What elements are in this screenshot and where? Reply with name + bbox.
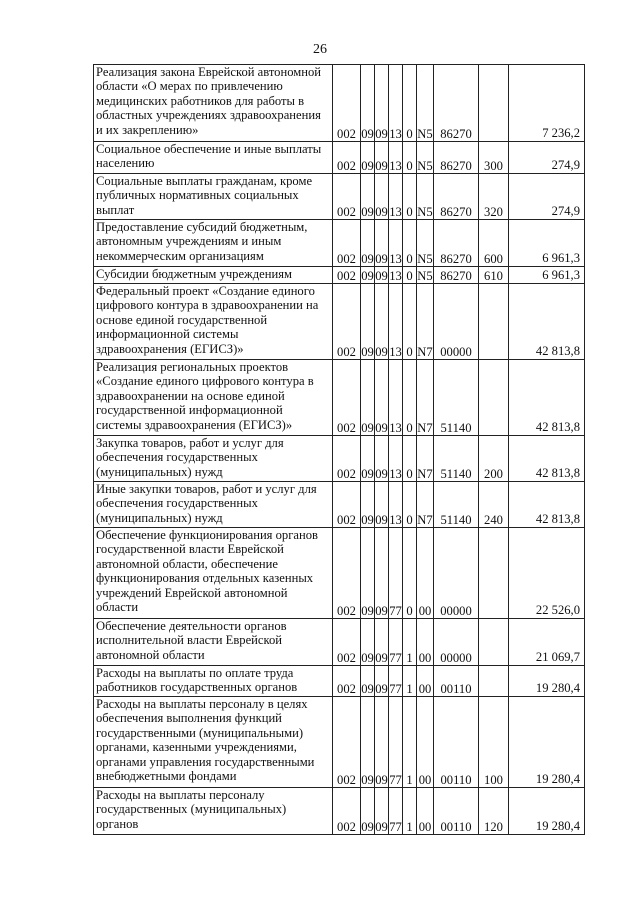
- section-code-cell: 09: [361, 267, 375, 284]
- department-code-cell: 002: [333, 528, 361, 619]
- expense-type-cell: 100: [479, 697, 509, 788]
- section-code-cell: 09: [361, 666, 375, 697]
- event-code-cell: N5: [417, 65, 434, 142]
- amount-cell: 19 280,4: [509, 666, 585, 697]
- subsection-code-cell: 09: [375, 220, 389, 267]
- subsection-code-cell: 09: [375, 788, 389, 835]
- table-row: [94, 619, 585, 666]
- event-code-cell: N7: [417, 482, 434, 528]
- event-code-cell: N5: [417, 267, 434, 284]
- expense-type-cell: 610: [479, 267, 509, 284]
- direction-code-cell: 86270: [434, 220, 479, 267]
- table-row: [94, 142, 585, 174]
- amount-cell: 21 069,7: [509, 619, 585, 666]
- department-code-cell: 002: [333, 284, 361, 360]
- description-cell: Иные закупки товаров, работ и услуг для обеспечения государственных (муниципальных) нужд: [94, 482, 333, 528]
- description-cell: Федеральный проект «Создание единого цифрового контура в здравоохранении на основе единой государственной информационной системы здравоохранения (ЕГИСЗ)»: [94, 284, 333, 360]
- direction-code-cell: 86270: [434, 65, 479, 142]
- subprogram-code-cell: 1: [403, 666, 417, 697]
- description-cell: Обеспечение функционирования органов государственной власти Еврейской автономной области, обеспечение функционирования отдельных казенных учреждений Еврейской автономной области: [94, 528, 333, 619]
- expense-type-cell: [479, 619, 509, 666]
- subsection-code-cell: 09: [375, 142, 389, 174]
- expense-type-cell: [479, 284, 509, 360]
- program-code-cell: 13: [389, 482, 403, 528]
- subprogram-code-cell: 0: [403, 482, 417, 528]
- section-code-cell: 09: [361, 174, 375, 220]
- section-code-cell: 09: [361, 788, 375, 835]
- program-code-cell: 13: [389, 436, 403, 482]
- event-code-cell: 00: [417, 528, 434, 619]
- amount-cell: 7 236,2: [509, 65, 585, 142]
- amount-cell: 42 813,8: [509, 482, 585, 528]
- program-code-cell: 77: [389, 697, 403, 788]
- description-cell: Расходы на выплаты персоналу в целях обеспечения выполнения функций государственными (муниципальными) органами, казенными учреждениями, органами управления государственными внебюджетными фондами: [94, 697, 333, 788]
- program-code-cell: 13: [389, 284, 403, 360]
- section-code-cell: 09: [361, 482, 375, 528]
- program-code-cell: 13: [389, 174, 403, 220]
- amount-cell: 274,9: [509, 142, 585, 174]
- subsection-code-cell: 09: [375, 528, 389, 619]
- subsection-code-cell: 09: [375, 267, 389, 284]
- expense-type-cell: 320: [479, 174, 509, 220]
- department-code-cell: 002: [333, 360, 361, 436]
- table-row: [94, 284, 585, 360]
- table-row: [94, 482, 585, 528]
- section-code-cell: 09: [361, 619, 375, 666]
- table-row: [94, 436, 585, 482]
- expense-type-cell: 120: [479, 788, 509, 835]
- expense-type-cell: 240: [479, 482, 509, 528]
- table-row: [94, 528, 585, 619]
- subprogram-code-cell: 0: [403, 174, 417, 220]
- subprogram-code-cell: 0: [403, 142, 417, 174]
- direction-code-cell: 51140: [434, 482, 479, 528]
- subsection-code-cell: 09: [375, 697, 389, 788]
- table-row: [94, 267, 585, 284]
- table-row: [94, 788, 585, 835]
- section-code-cell: 09: [361, 697, 375, 788]
- event-code-cell: N5: [417, 174, 434, 220]
- direction-code-cell: 00110: [434, 666, 479, 697]
- section-code-cell: 09: [361, 142, 375, 174]
- subprogram-code-cell: 0: [403, 528, 417, 619]
- subprogram-code-cell: 0: [403, 65, 417, 142]
- subprogram-code-cell: 0: [403, 284, 417, 360]
- expense-type-cell: [479, 528, 509, 619]
- description-cell: Социальное обеспечение и иные выплаты населению: [94, 142, 333, 174]
- expense-type-cell: [479, 65, 509, 142]
- section-code-cell: 09: [361, 360, 375, 436]
- amount-cell: 42 813,8: [509, 284, 585, 360]
- program-code-cell: 77: [389, 788, 403, 835]
- description-cell: Реализация региональных проектов «Создание единого цифрового контура в здравоохранении на основе единой государственной информационной системы здравоохранения (ЕГИСЗ)»: [94, 360, 333, 436]
- program-code-cell: 13: [389, 142, 403, 174]
- event-code-cell: N7: [417, 436, 434, 482]
- amount-cell: 42 813,8: [509, 436, 585, 482]
- subsection-code-cell: 09: [375, 482, 389, 528]
- table-row: [94, 360, 585, 436]
- section-code-cell: 09: [361, 220, 375, 267]
- event-code-cell: 00: [417, 619, 434, 666]
- subprogram-code-cell: 0: [403, 360, 417, 436]
- event-code-cell: N5: [417, 142, 434, 174]
- description-cell: Обеспечение деятельности органов исполнительной власти Еврейской автономной области: [94, 619, 333, 666]
- subsection-code-cell: 09: [375, 436, 389, 482]
- direction-code-cell: 00000: [434, 528, 479, 619]
- department-code-cell: 002: [333, 174, 361, 220]
- department-code-cell: 002: [333, 482, 361, 528]
- direction-code-cell: 00000: [434, 284, 479, 360]
- subprogram-code-cell: 1: [403, 788, 417, 835]
- expense-type-cell: 300: [479, 142, 509, 174]
- amount-cell: 22 526,0: [509, 528, 585, 619]
- amount-cell: 274,9: [509, 174, 585, 220]
- direction-code-cell: 51140: [434, 436, 479, 482]
- program-code-cell: 77: [389, 666, 403, 697]
- department-code-cell: 002: [333, 267, 361, 284]
- subsection-code-cell: 09: [375, 174, 389, 220]
- event-code-cell: 00: [417, 697, 434, 788]
- table-row: [94, 220, 585, 267]
- department-code-cell: 002: [333, 697, 361, 788]
- amount-cell: 42 813,8: [509, 360, 585, 436]
- amount-cell: 19 280,4: [509, 697, 585, 788]
- subprogram-code-cell: 1: [403, 697, 417, 788]
- section-code-cell: 09: [361, 284, 375, 360]
- subprogram-code-cell: 1: [403, 619, 417, 666]
- expense-type-cell: [479, 666, 509, 697]
- subsection-code-cell: 09: [375, 284, 389, 360]
- program-code-cell: 13: [389, 65, 403, 142]
- expense-type-cell: 600: [479, 220, 509, 267]
- program-code-cell: 77: [389, 619, 403, 666]
- department-code-cell: 002: [333, 436, 361, 482]
- budget-table: [93, 64, 585, 835]
- description-cell: Закупка товаров, работ и услуг для обеспечения государственных (муниципальных) нужд: [94, 436, 333, 482]
- direction-code-cell: 00000: [434, 619, 479, 666]
- subsection-code-cell: 09: [375, 666, 389, 697]
- direction-code-cell: 86270: [434, 142, 479, 174]
- event-code-cell: 00: [417, 666, 434, 697]
- event-code-cell: N7: [417, 284, 434, 360]
- table-row: [94, 174, 585, 220]
- table-row: [94, 697, 585, 788]
- department-code-cell: 002: [333, 220, 361, 267]
- description-cell: Субсидии бюджетным учреждениям: [94, 267, 333, 284]
- amount-cell: 6 961,3: [509, 267, 585, 284]
- program-code-cell: 13: [389, 267, 403, 284]
- department-code-cell: 002: [333, 788, 361, 835]
- subprogram-code-cell: 0: [403, 267, 417, 284]
- event-code-cell: N5: [417, 220, 434, 267]
- description-cell: Реализация закона Еврейской автономной области «О мерах по привлечению медицинских работников для работы в областных учреждениях здравоохранения и их закреплению»: [94, 65, 333, 142]
- department-code-cell: 002: [333, 619, 361, 666]
- expense-type-cell: 200: [479, 436, 509, 482]
- subprogram-code-cell: 0: [403, 436, 417, 482]
- page-number: 26: [313, 42, 327, 57]
- direction-code-cell: 86270: [434, 267, 479, 284]
- subsection-code-cell: 09: [375, 619, 389, 666]
- program-code-cell: 13: [389, 360, 403, 436]
- event-code-cell: N7: [417, 360, 434, 436]
- department-code-cell: 002: [333, 65, 361, 142]
- amount-cell: 6 961,3: [509, 220, 585, 267]
- amount-cell: 19 280,4: [509, 788, 585, 835]
- description-cell: Расходы на выплаты по оплате труда работников государственных органов: [94, 666, 333, 697]
- department-code-cell: 002: [333, 666, 361, 697]
- subprogram-code-cell: 0: [403, 220, 417, 267]
- section-code-cell: 09: [361, 528, 375, 619]
- description-cell: Предоставление субсидий бюджетным, автономным учреждениям и иным некоммерческим организациям: [94, 220, 333, 267]
- section-code-cell: 09: [361, 65, 375, 142]
- subsection-code-cell: 09: [375, 360, 389, 436]
- section-code-cell: 09: [361, 436, 375, 482]
- program-code-cell: 77: [389, 528, 403, 619]
- event-code-cell: 00: [417, 788, 434, 835]
- description-cell: Социальные выплаты гражданам, кроме публичных нормативных социальных выплат: [94, 174, 333, 220]
- direction-code-cell: 00110: [434, 788, 479, 835]
- subsection-code-cell: 09: [375, 65, 389, 142]
- department-code-cell: 002: [333, 142, 361, 174]
- direction-code-cell: 51140: [434, 360, 479, 436]
- table-body: [94, 65, 585, 835]
- table-row: [94, 65, 585, 142]
- direction-code-cell: 00110: [434, 697, 479, 788]
- description-cell: Расходы на выплаты персоналу государственных (муниципальных) органов: [94, 788, 333, 835]
- expense-type-cell: [479, 360, 509, 436]
- direction-code-cell: 86270: [434, 174, 479, 220]
- table-row: [94, 666, 585, 697]
- program-code-cell: 13: [389, 220, 403, 267]
